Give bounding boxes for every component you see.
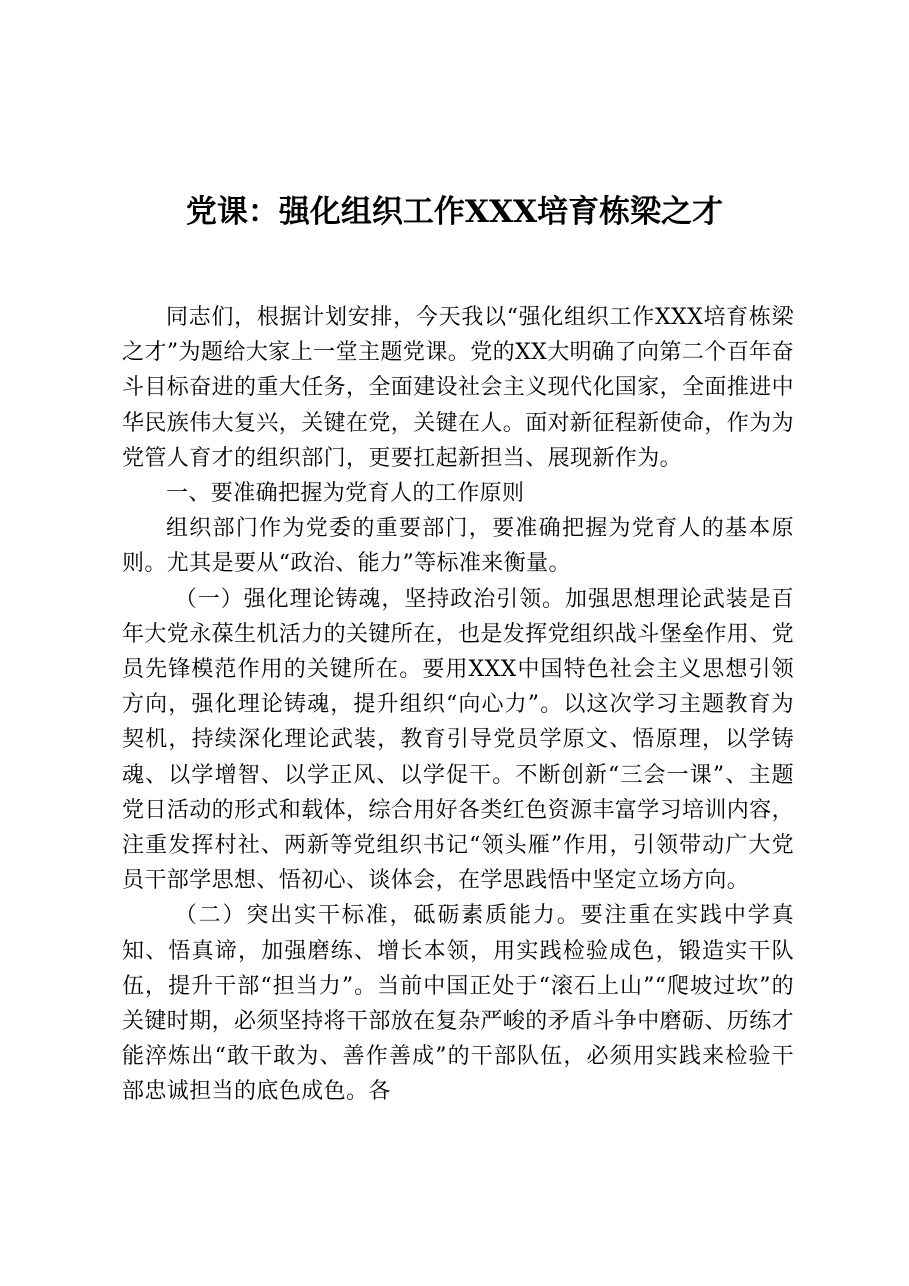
paragraph-subsection-1: （一）强化理论铸魂，坚持政治引领。加强思想理论武装是百年大党永葆生机活力的关键所在，也是发挥党组织战斗堡垒作用、党员先锋模范作用的关键所在。要用XXX中国特色社会主义思想引领方向，强化理论铸魂，提升组织“向心力”。以这次学习主题教育为契机，持续深化理论武装，教育引导党员学原文、悟原理，以学铸魂、以学增智、以学正风、以学促干。不断创新“三会一课”、主题党日活动的形式和载体，综合用好各类红色资源丰富学习培训内容，注重发挥村社、两新等党组织书记“领头雁”作用，引领带动广大党员干部学思想、悟初心、谈体会，在学思践悟中坚定立场方向。: [122, 586, 795, 894]
document-body: [122, 300, 794, 1110]
paragraph-subsection-2: （二）突出实干标准，砥砺素质能力。要注重在实践中学真知、悟真谛，加强磨练、增长本领，用实践检验成色，锻造实干队伍，提升干部“担当力”。当前中国正处于“滚石上山”“爬坡过坎”的关键时期，必须坚持将干部放在复杂严峻的矛盾斗争中磨砺、历练才能淬炼出“敢干敢为、善作善成”的干部队伍，必须用实践来检验干部忠诚担当的底色成色。各: [122, 903, 795, 1105]
paragraph-principle: 组织部门作为党委的重要部门，要准确把握为党育人的基本原则。尤其是要从“政治、能力”等标准来衡量。: [122, 516, 794, 577]
document-title: 党课：强化组织工作XXX培育栋梁之才: [185, 194, 724, 230]
paragraph-intro: 同志们，根据计划安排，今天我以“强化组织工作XXX培育栋梁之才”为题给大家上一堂主题党课。党的XX大明确了向第二个百年奋斗目标奋进的重大任务，全面建设社会主义现代化国家，全面推进中华民族伟大复兴，关键在党，关键在人。面对新征程新使命，作为为党管人育才的组织部门，更要扛起新担当、展现新作为。: [122, 305, 795, 471]
section-heading-1: 一、要准确把握为党育人的工作原则: [166, 481, 525, 507]
